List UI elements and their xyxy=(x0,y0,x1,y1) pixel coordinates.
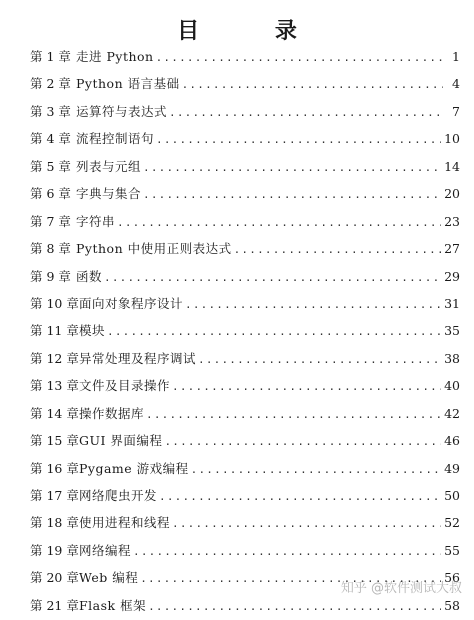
dot-leader xyxy=(198,346,441,373)
chapter-number: 第 19 章 xyxy=(30,542,79,558)
chapter-title: 网络爬虫开发 xyxy=(79,488,158,503)
chapter-title: Web 编程 xyxy=(79,570,139,586)
dot-leader xyxy=(159,483,441,510)
chapter-number: 第 17 章 xyxy=(30,488,79,503)
toc-entry[interactable] xyxy=(30,153,460,180)
page-number: 55 xyxy=(444,542,460,558)
page-number: 46 xyxy=(444,433,460,449)
dot-leader xyxy=(117,209,441,236)
chapter-title: 流程控制语句 xyxy=(76,131,155,147)
dot-leader xyxy=(234,236,441,263)
dot-leader xyxy=(164,428,441,455)
chapter-number: 第 10 章 xyxy=(30,295,79,311)
dot-leader xyxy=(143,181,441,208)
page-number: 58 xyxy=(444,597,460,613)
toc-entry[interactable] xyxy=(30,43,460,70)
page-number: 20 xyxy=(444,186,460,202)
dot-leader xyxy=(169,99,443,126)
chapter-title: Flask 框架 xyxy=(79,597,147,613)
chapter-number: 第 15 章 xyxy=(30,433,79,449)
chapter-title: 异常处理及程序调试 xyxy=(79,350,197,366)
chapter-title: 面向对象程序设计 xyxy=(79,295,184,311)
page-number: 1 xyxy=(452,49,460,64)
page-number: 31 xyxy=(444,295,460,311)
chapter-number: 第 20 章 xyxy=(30,570,79,586)
chapter-title: 操作数据库 xyxy=(79,405,145,421)
toc-entry[interactable] xyxy=(30,180,460,207)
chapter-number: 第 18 章 xyxy=(30,515,79,531)
chapter-number: 第 4 章 xyxy=(30,131,71,147)
page-number: 23 xyxy=(444,213,460,229)
chapter-number: 第 1 章 xyxy=(30,49,71,64)
toc-entry[interactable] xyxy=(30,208,460,235)
toc-entry[interactable] xyxy=(30,125,460,152)
page-number: 38 xyxy=(444,350,460,366)
page-number: 40 xyxy=(444,378,460,394)
chapter-number: 第 6 章 xyxy=(30,186,71,202)
chapter-number: 第 21 章 xyxy=(30,597,79,613)
chapter-number: 第 3 章 xyxy=(30,103,71,119)
toc-entry[interactable] xyxy=(30,263,460,290)
chapter-number: 第 11 章 xyxy=(30,323,79,339)
chapter-title: Python 语言基础 xyxy=(76,76,180,92)
toc-entry[interactable] xyxy=(30,482,460,509)
chapter-title: 运算符与表达式 xyxy=(76,103,168,119)
toc-entry[interactable] xyxy=(30,509,460,536)
dot-leader xyxy=(182,71,443,98)
page-number: 50 xyxy=(444,488,460,503)
chapter-number: 第 5 章 xyxy=(30,158,71,174)
dot-leader xyxy=(172,373,441,400)
chapter-title: 走进 Python xyxy=(76,49,154,64)
chapter-number: 第 2 章 xyxy=(30,76,71,92)
chapter-title: 函数 xyxy=(76,268,103,284)
chapter-title: GUI 界面编程 xyxy=(79,433,163,449)
chapter-title: 字典与集合 xyxy=(76,186,142,202)
chapter-number: 第 16 章 xyxy=(30,460,79,476)
chapter-number: 第 12 章 xyxy=(30,350,79,366)
chapter-title: Python 中使用正则表达式 xyxy=(76,241,232,257)
page-number: 49 xyxy=(444,460,460,476)
dot-leader xyxy=(156,126,441,153)
toc-entry[interactable] xyxy=(30,290,460,317)
dot-leader xyxy=(185,291,441,318)
toc-entry[interactable] xyxy=(30,235,460,262)
page-number: 52 xyxy=(444,515,460,531)
page-number: 42 xyxy=(444,405,460,421)
watermark xyxy=(341,577,462,596)
toc-entry[interactable] xyxy=(30,345,460,372)
chapter-number: 第 14 章 xyxy=(30,405,79,421)
page-title: 目 录 xyxy=(177,18,331,44)
chapter-number: 第 13 章 xyxy=(30,378,79,394)
chapter-title: 使用进程和线程 xyxy=(79,515,171,531)
chapter-title: 字符串 xyxy=(76,213,116,229)
toc-entry[interactable] xyxy=(30,70,460,97)
page-number: 29 xyxy=(444,268,460,284)
toc-entry[interactable] xyxy=(30,98,460,125)
dot-leader xyxy=(148,593,441,620)
toc-entry[interactable] xyxy=(30,537,460,564)
dot-leader xyxy=(107,318,441,345)
page-number: 14 xyxy=(444,158,460,174)
dot-leader xyxy=(146,401,441,428)
chapter-title: 网络编程 xyxy=(79,542,132,558)
dot-leader xyxy=(143,154,441,181)
page-number: 10 xyxy=(444,131,460,147)
toc-entry[interactable] xyxy=(30,372,460,399)
dot-leader xyxy=(133,538,441,565)
chapter-number: 第 7 章 xyxy=(30,213,71,229)
page-number: 56 xyxy=(444,570,460,586)
chapter-title: 列表与元组 xyxy=(76,158,142,174)
dot-leader xyxy=(191,456,441,483)
page-number: 4 xyxy=(452,76,460,92)
page-number: 27 xyxy=(444,241,460,257)
toc-entry[interactable] xyxy=(30,400,460,427)
dot-leader xyxy=(172,510,441,537)
chapter-title: 文件及目录操作 xyxy=(79,378,171,394)
chapter-number: 第 8 章 xyxy=(30,241,71,257)
table-of-contents xyxy=(30,43,460,619)
chapter-number: 第 9 章 xyxy=(30,268,71,284)
dot-leader xyxy=(104,264,441,291)
dot-leader xyxy=(156,44,443,71)
page-number: 35 xyxy=(444,323,460,339)
watermark-text: 知乎 @软件测试大叔 xyxy=(340,581,462,596)
chapter-title: Pygame 游戏编程 xyxy=(79,460,189,476)
page-number: 7 xyxy=(452,103,460,119)
toc-entry[interactable] xyxy=(30,427,460,454)
chapter-title: 模块 xyxy=(79,323,106,339)
toc-entry[interactable] xyxy=(30,317,460,344)
toc-entry[interactable] xyxy=(30,455,460,482)
